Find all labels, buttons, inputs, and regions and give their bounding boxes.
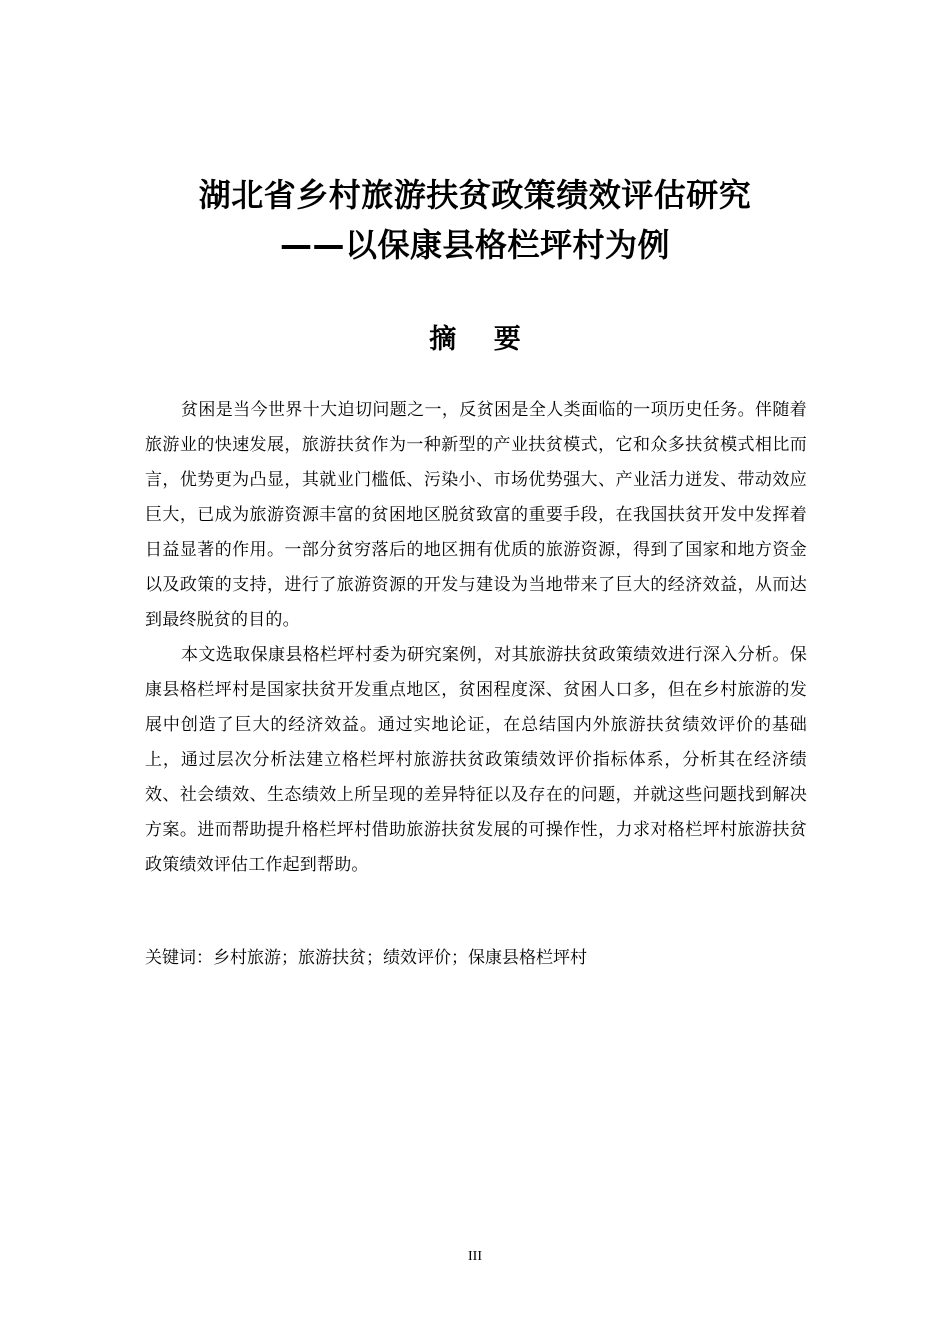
title-main: 湖北省乡村旅游扶贫政策绩效评估研究 [198, 176, 752, 214]
keywords-line: 关键词：乡村旅游；旅游扶贫；绩效评价；保康县格栏坪村 [145, 948, 587, 968]
abstract-paragraph: 本文选取保康县格栏坪村委为研究案例，对其旅游扶贫政策绩效进行深入分析。保康县格栏坪村是国家扶贫开发重点地区，贫困程度深、贫困人口多，但在乡村旅游的发展中创造了巨大的经济效益。通过实地论证，在总结国内外旅游扶贫绩效评价的基础上，通过层次分析法建立格栏坪村旅游扶贫政策绩效评价指标体系，分析其在经济绩效、社会绩效、生态绩效上所呈现的差异特征以及存在的问题，并就这些问题找到解决方案。进而帮助提升格栏坪村借助旅游扶贫发展的可操作性，力求对格栏坪村旅游扶贫政策绩效评估工作起到帮助。 [145, 645, 807, 875]
title-block [0, 170, 950, 270]
abstract-body [145, 393, 807, 883]
abstract-heading: 摘 要 [429, 324, 535, 355]
abstract-paragraph: 贫困是当今世界十大迫切问题之一，反贫困是全人类面临的一项历史任务。伴随着旅游业的快速发展，旅游扶贫作为一种新型的产业扶贫模式，它和众多扶贫模式相比而言，优势更为凸显，其就业门槛低、污染小、市场优势强大、产业活力迸发、带动效应巨大，已成为旅游资源丰富的贫困地区脱贫致富的重要手段，在我国扶贫开发中发挥着日益显著的作用。一部分贫穷落后的地区拥有优质的旅游资源，得到了国家和地方资金以及政策的支持，进行了旅游资源的开发与建设为当地带来了巨大的经济效益，从而达到最终脱贫的目的。 [145, 400, 807, 630]
page-number: III [468, 1249, 482, 1264]
title-subtitle: ——以保康县格栏坪村为例 [279, 226, 670, 264]
